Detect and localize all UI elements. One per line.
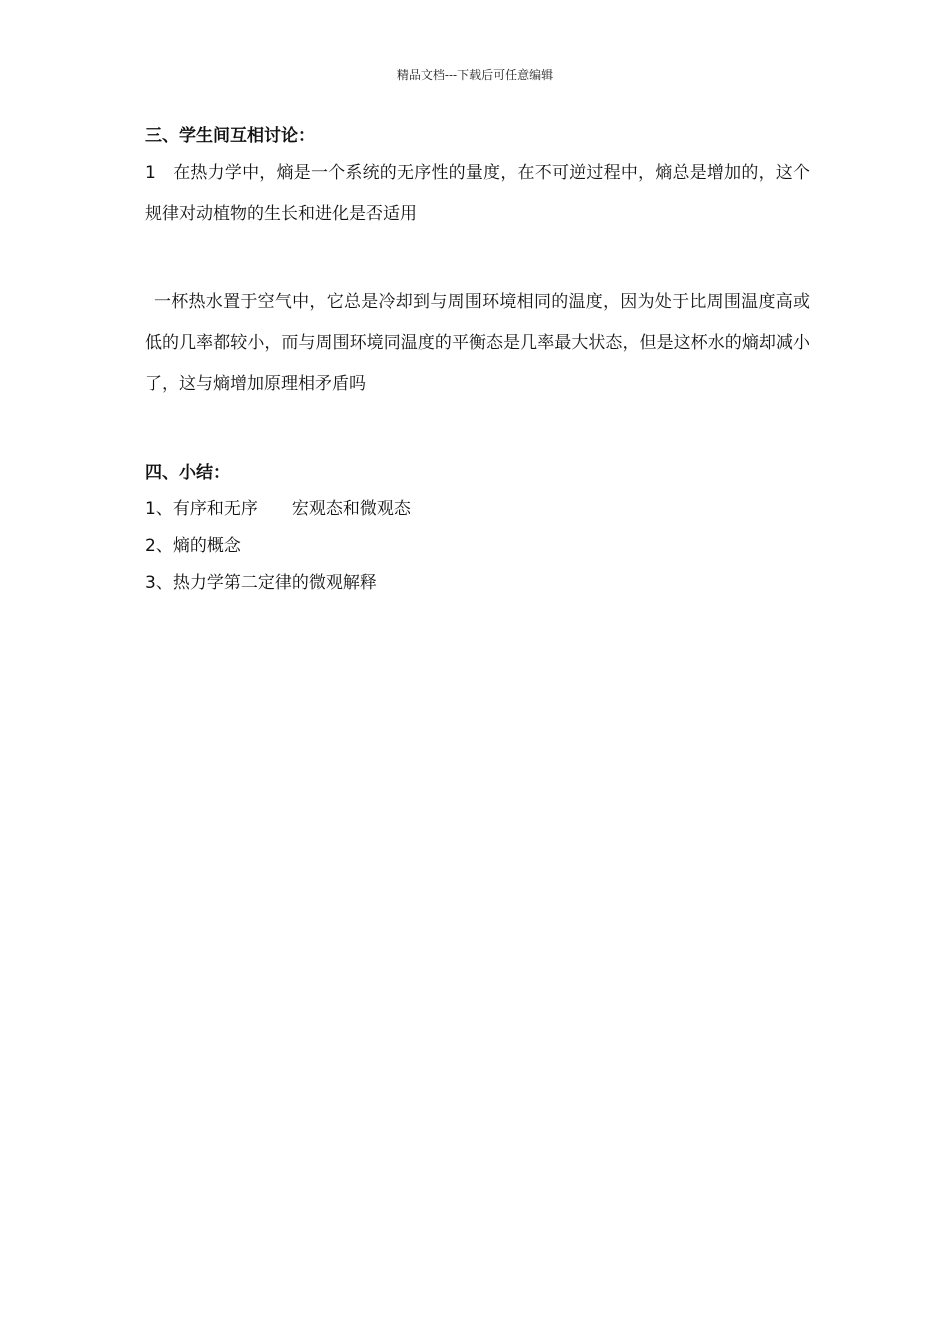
question-2 xyxy=(145,282,810,405)
summary-list xyxy=(145,491,810,602)
question-2-text: 一杯热水置于空气中，它总是冷却到与周围环境相同的温度，因为处于比周围温度高或低的几率都较小，而与周围环境同温度的平衡态是几率最大状态，但是这杯水的熵却减小了，这与熵增加原理相矛盾吗 xyxy=(145,292,810,394)
section4-heading: 四、小结： xyxy=(145,463,230,483)
summary-item-1: 1、有序和无序 宏观态和微观态 xyxy=(145,499,411,519)
summary-item-2: 2、熵的概念 xyxy=(145,536,241,556)
summary-item-3: 3、热力学第二定律的微观解释 xyxy=(145,573,377,593)
page-header: 精品文档---下载后可任意编辑 xyxy=(396,68,554,82)
question-1 xyxy=(145,153,810,235)
question-1-number: 1 xyxy=(145,163,156,183)
question-1-text: 在热力学中，熵是一个系统的无序性的量度，在不可逆过程中，熵总是增加的，这个规律对动植物的生长和进化是否适用 xyxy=(145,163,810,224)
section3-heading: 三、学生间互相讨论： xyxy=(145,126,315,146)
